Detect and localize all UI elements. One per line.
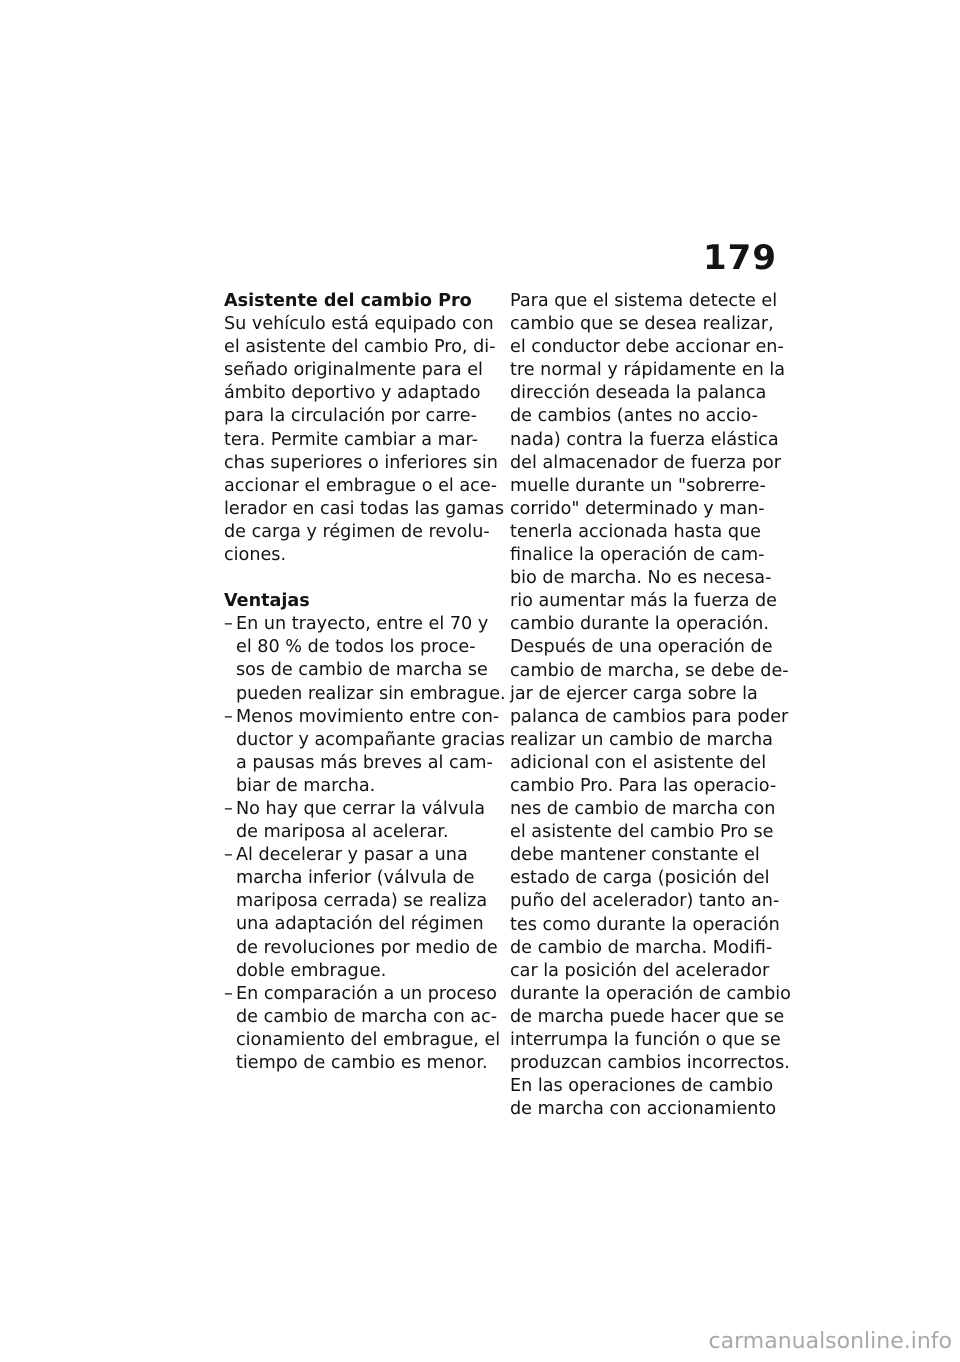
list-item-line: En un trayecto, entre el 70 y (236, 614, 489, 635)
paragraph-line: puño del acelerador) tanto an- (510, 891, 780, 912)
paragraph-line: Su vehículo está equipado con (224, 314, 494, 335)
list-item (224, 798, 490, 844)
paragraph-line: lerador en casi todas las gamas (224, 498, 504, 519)
paragraph-line: de marcha puede hacer que se (510, 1006, 785, 1027)
list-item-line: No hay que cerrar la válvula (236, 798, 486, 819)
paragraph-line: estado de carga (posición del (510, 868, 770, 889)
paragraph-line: durante la operación de cambio (510, 983, 791, 1004)
paragraph-line: para la circulación por carre- (224, 406, 477, 427)
list-item (224, 613, 506, 705)
dash-bullet: – (224, 614, 233, 635)
watermark: carmanualsonline.info (708, 1329, 952, 1354)
paragraph-line: chas superiores o inferiores sin (224, 452, 498, 473)
list-item-line: biar de marcha. (236, 775, 376, 796)
paragraph-line: Después de una operación de (510, 637, 773, 658)
intro-paragraph (224, 313, 504, 567)
right-column (510, 290, 791, 1121)
paragraph-line: el asistente del cambio Pro se (510, 822, 774, 843)
paragraph-line: cambio Pro. Para las operacio- (510, 775, 777, 796)
paragraph-line: bio de marcha. No es necesa- (510, 568, 772, 589)
paragraph-line: tes como durante la operación (510, 914, 780, 935)
paragraph-line: de carga y régimen de revolu- (224, 521, 490, 542)
list-item-line: cionamiento del embrague, el (236, 1029, 501, 1050)
section-heading-ventajas: Ventajas (224, 591, 310, 612)
paragraph-line: debe mantener constante el (510, 845, 760, 866)
list-item-line: Menos movimiento entre con- (236, 706, 500, 727)
paragraph-line: finalice la operación de cam- (510, 545, 765, 566)
dash-bullet: – (224, 983, 233, 1004)
paragraph-line: ciones. (224, 545, 287, 566)
list-item-line: sos de cambio de marcha se (236, 660, 488, 681)
list-item-line: marcha inferior (válvula de (236, 868, 475, 889)
list-item-line: ductor y acompañante gracias (236, 729, 505, 750)
paragraph-line: adicional con el asistente del (510, 752, 767, 773)
paragraph-line: Para que el sistema detecte el (510, 291, 778, 311)
paragraph-line: palanca de cambios para poder (510, 706, 789, 727)
list-item-line: En comparación a un proceso (236, 983, 497, 1004)
paragraph-line: tenerla accionada hasta que (510, 521, 761, 542)
list-item-line: mariposa cerrada) se realiza (236, 891, 488, 912)
paragraph-line: tera. Permite cambiar a mar- (224, 429, 479, 450)
list-item-line: tiempo de cambio es menor. (236, 1053, 488, 1073)
paragraph-line: del almacenador de fuerza por (510, 452, 782, 473)
paragraph-line: de cambio de marcha. Modifi- (510, 937, 773, 958)
paragraph-line: realizar un cambio de marcha (510, 729, 773, 750)
paragraph-line: de cambios (antes no accio- (510, 406, 758, 427)
list-item-line: pueden realizar sin embrague. (236, 683, 506, 704)
paragraph-line: muelle durante un "sobrerre- (510, 475, 766, 496)
paragraph-line: tre normal y rápidamente en la (510, 360, 786, 381)
list-item (224, 983, 501, 1075)
dash-bullet: – (224, 798, 233, 819)
paragraph-line: car la posición del acelerador (510, 960, 770, 981)
paragraph-line: dirección deseada la palanca (510, 383, 767, 404)
paragraph-line: accionar el embrague o el ace- (224, 475, 498, 496)
paragraph-line: cambio de marcha, se debe de- (510, 660, 789, 681)
paragraph-spacer (224, 567, 490, 590)
list-item-line: Al decelerar y pasar a una (236, 845, 468, 866)
paragraph-line: cambio durante la operación. (510, 614, 769, 635)
paragraph-line: jar de ejercer carga sobre la (510, 683, 758, 704)
list-item-line: a pausas más breves al cam- (236, 752, 493, 773)
paragraph-line: el asistente del cambio Pro, di- (224, 337, 496, 358)
dash-bullet: – (224, 706, 233, 727)
advantages-list (224, 613, 506, 1075)
paragraph-line: nada) contra la fuerza elástica (510, 429, 779, 450)
left-column (224, 290, 506, 1075)
list-item (224, 844, 498, 983)
page-number: 179 (703, 238, 777, 278)
paragraph-line: el conductor debe accionar en- (510, 337, 784, 358)
paragraph-line: ámbito deportivo y adaptado (224, 383, 481, 404)
list-item-line: de mariposa al acelerar. (236, 822, 449, 843)
list-item-line: doble embrague. (236, 960, 387, 981)
list-item-line: de revoluciones por medio de (236, 937, 498, 958)
section-heading-asistente: Asistente del cambio Pro (224, 291, 472, 311)
paragraph-line: rio aumentar más la fuerza de (510, 591, 777, 612)
list-item (224, 706, 505, 798)
paragraph-line: interrumpa la función o que se (510, 1030, 781, 1050)
paragraph-line: nes de cambio de marcha con (510, 799, 776, 820)
paragraph-line: produzcan cambios incorrectos. (510, 1053, 790, 1074)
paragraph-line: corrido" determinado y man- (510, 498, 765, 519)
paragraph-line: En las operaciones de cambio (510, 1076, 774, 1097)
list-item-line: el 80 % de todos los proce- (236, 637, 476, 658)
list-item-line: de cambio de marcha con ac- (236, 1006, 498, 1027)
paragraph-line: de marcha con accionamiento (510, 1099, 777, 1120)
dash-bullet: – (224, 845, 233, 866)
paragraph-line: señado originalmente para el (224, 360, 483, 381)
list-item-line: una adaptación del régimen (236, 914, 484, 935)
paragraph-line: cambio que se desea realizar, (510, 314, 774, 335)
